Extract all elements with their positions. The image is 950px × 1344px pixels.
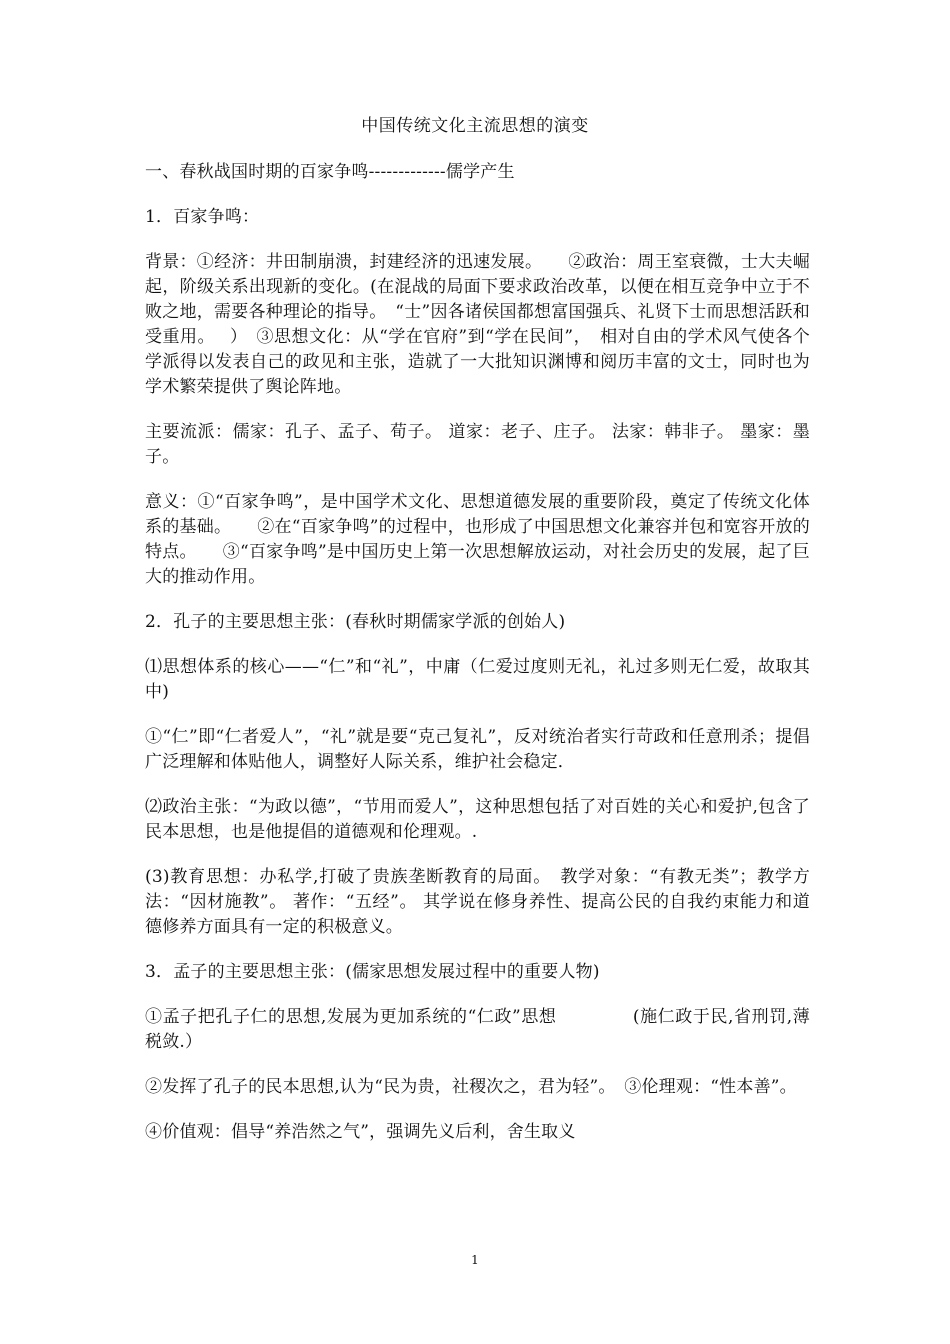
paragraph-education: (3)教育思想：办私学,打破了贵族垄断教育的局面。 教学对象：“有教无类”；教学方法：“因材施教”。 著作：“五经”。 其学说在修身养性、提高公民的自我约束能力和道德修养方面具有一定的积极意义。 bbox=[145, 867, 810, 937]
subheading-confucius: 2．孔子的主要思想主张：(春秋时期儒家学派的创始人) bbox=[145, 612, 566, 632]
paragraph-confucius-core: ⑴思想体系的核心——“仁”和“礼”，中庸（仁爱过度则无礼，礼过多则无仁爱，故取其中) bbox=[145, 657, 810, 702]
subheading-mencius: 3．孟子的主要思想主张：(儒家思想发展过程中的重要人物) bbox=[145, 962, 600, 982]
paragraph-background: 背景：①经济：井田制崩溃，封建经济的迅速发展。 ②政治：周王室衰微，士大夫崛起，阶级关系出现新的变化。(在混战的局面下要求政治改革，以便在相互竞争中立于不败之地，需要各种理论的指导。 “士”因各诸侯国都想富国强兵、礼贤下士而思想活跃和受重用。 ） ③思想文化：从“学在官府”到“学在民间”， 相对自由的学术风气使各个学派得以发表自己的政见和主张，造就了一大批知识渊博和阅历丰富的文士，同时也为学术繁荣提供了舆论阵地。 bbox=[145, 252, 810, 397]
paragraph-ren-li: ①“仁”即“仁者爱人”，“礼”就是要“克己复礼”，反对统治者实行苛政和任意刑杀；提倡广泛理解和体贴他人，调整好人际关系，维护社会稳定． bbox=[145, 727, 810, 772]
paragraph-people-first: ②发挥了孔子的民本思想,认为“民为贵，社稷次之，君为轻”。 ③伦理观：“性本善”。 bbox=[145, 1077, 797, 1097]
section-heading-hundred-schools: 一、春秋战国时期的百家争鸣-------------儒学产生 bbox=[145, 162, 515, 182]
paragraph-significance: 意义：①“百家争鸣”，是中国学术文化、思想道德发展的重要阶段，奠定了传统文化体系的基础。 ②在“百家争鸣”的过程中，也形成了中国思想文化兼容并包和宽容开放的特点。 ③“百家争鸣”是中国历史上第一次思想解放运动，对社会历史的发展，起了巨大的推动作用。 bbox=[145, 492, 810, 587]
paragraph-values: ④价值观：倡导“养浩然之气”，强调先义后利，舍生取义 bbox=[145, 1122, 576, 1142]
paragraph-main-schools: 主要流派：儒家：孔子、孟子、荀子。 道家：老子、庄子。 法家：韩非子。 墨家：墨子。 bbox=[145, 422, 810, 467]
paragraph-benevolent-government: ①孟子把孔子仁的思想,发展为更加系统的“仁政”思想 (施仁政于民,省刑罚,薄税敛.） bbox=[145, 1007, 810, 1052]
document-body bbox=[145, 160, 810, 1165]
subheading-hundred-schools: 1．百家争鸣： bbox=[145, 207, 260, 227]
page-number: 1 bbox=[471, 1253, 479, 1267]
document-title: 中国传统文化主流思想的演变 bbox=[361, 116, 589, 136]
paragraph-political-ideas: ⑵政治主张：“为政以德”，“节用而爱人”，这种思想包括了对百姓的关心和爱护,包含了民本思想，也是他提倡的道德观和伦理观。. bbox=[145, 797, 810, 842]
